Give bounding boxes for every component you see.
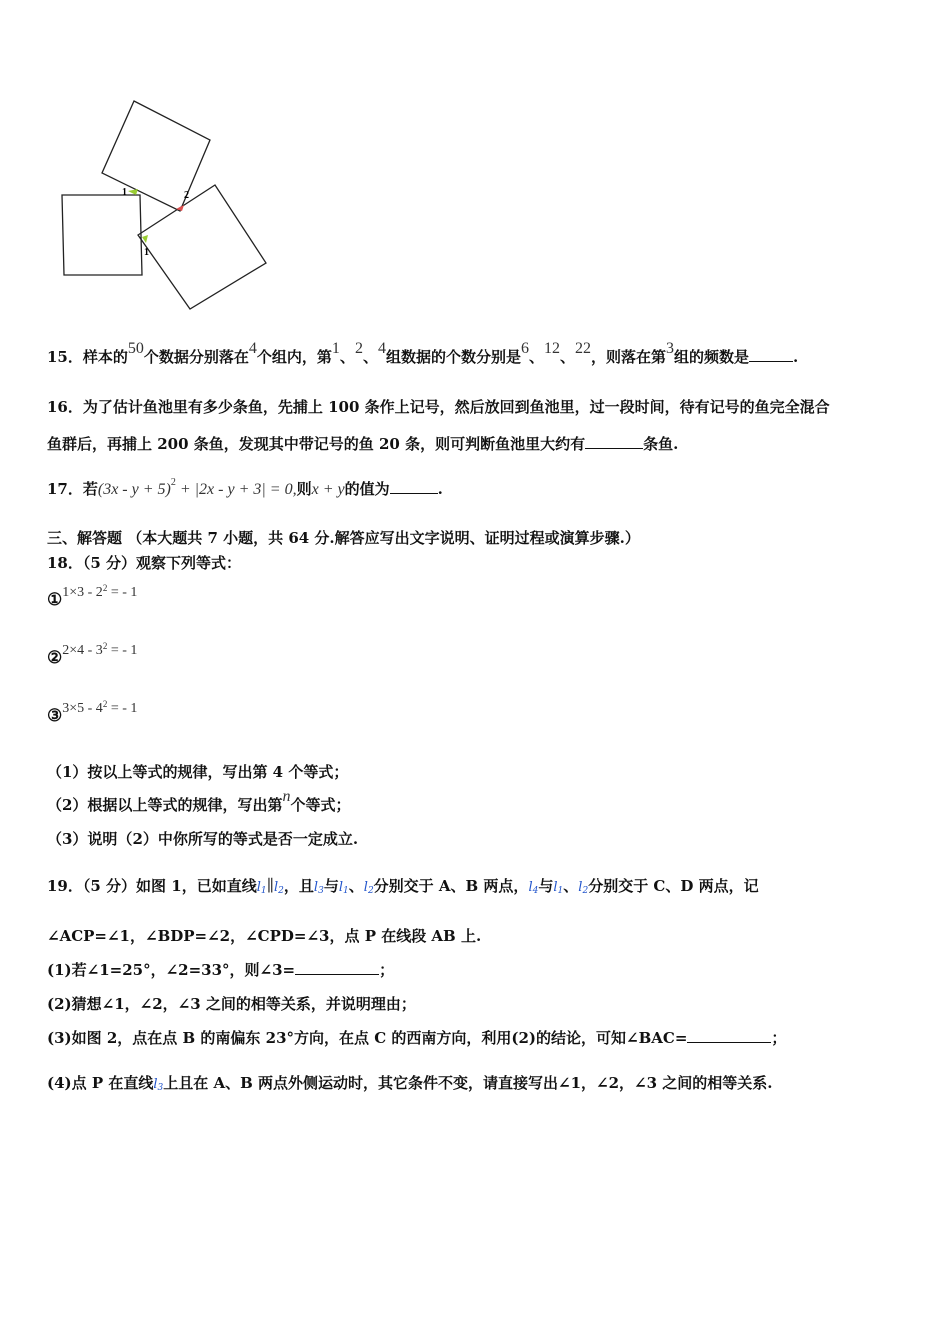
q19-part-3: (3)如图 2，点在点 B 的南偏东 23°方向，在点 C 的西南方向，利用(2)的结论，可知∠BAC= ； (47, 1029, 787, 1047)
answer-blank-15 (749, 349, 793, 362)
q18-part-3: （3）说明（2）中你所写的等式是否一定成立. (47, 830, 359, 848)
question-19-line-1: 19．（5 分）如图 1，已如直线l1∥l2，且l3与l1、l2分别交于 A、B 两点，l4与l1、l2分别交于 C、D 两点，记 (47, 877, 759, 896)
answer-blank-17 (390, 481, 438, 494)
question-16-line-1: 16．为了估计鱼池里有多少条鱼，先捕上 100 条作上记号，然后放回到鱼池里，过一段时间，待有记号的鱼完全混合 (47, 398, 830, 416)
q18-part-1: （1）按以上等式的规律，写出第 4 个等式； (47, 763, 349, 781)
q18-equation-2: ②2×4 - $3^2$ = - 1 (47, 641, 138, 668)
q18-equation-3: ③3×5 - $4^2$ = - 1 (47, 699, 138, 726)
figure-label-1a: 1 (122, 187, 127, 198)
answer-blank-19-3 (687, 1030, 771, 1043)
angle-mark-1 (128, 189, 138, 195)
figure-label-1b: 1 (144, 247, 149, 258)
question-17: 17．若$(3x - y + 5)^2 + |2x - y + 3| = 0$,则x + y的值为 . (47, 477, 443, 498)
question-18-head: 18．（5 分）观察下列等式： (47, 554, 242, 572)
right-square (138, 185, 266, 309)
answer-blank-16 (585, 436, 643, 449)
q19-part-1: (1)若∠1=25°，∠2=33°，则∠3= ； (47, 961, 395, 979)
question-15: 15．样本的50个数据分别落在4个组内，第1、2、4组数据的个数分别是6、12、22，则落在第3组的频数是 . (47, 340, 799, 366)
section-3-heading: 三、解答题 （本大题共 7 小题，共 64 分.解答应写出文字说明、证明过程或演算步骤.） (47, 529, 640, 547)
question-16-line-2: 鱼群后，再捕上 200 条鱼，发现其中带记号的鱼 20 条，则可判断鱼池里大约有 条鱼. (47, 435, 679, 453)
q18-part-2: （2）根据以上等式的规律，写出第n个等式； (47, 788, 351, 814)
figure-label-2: 2 (184, 190, 189, 201)
q18-equation-1: ①1×3 - $2^2$ = - 1 (47, 583, 138, 610)
q19-part-2: (2)猜想∠1，∠2，∠3 之间的相等关系，并说明理由； (47, 995, 416, 1013)
q19-part-4: (4)点 P 在直线l3上且在 A、B 两点外侧运动时，其它条件不变，请直接写出∠1，∠2，∠3 之间的相等关系. (47, 1074, 773, 1093)
three-squares-figure (50, 95, 280, 315)
question-19-line-2: ∠ACP=∠1，∠BDP=∠2，∠CPD=∠3，点 P 在线段 AB 上. (47, 927, 482, 945)
answer-blank-19-1 (295, 962, 379, 975)
left-square (62, 195, 142, 275)
